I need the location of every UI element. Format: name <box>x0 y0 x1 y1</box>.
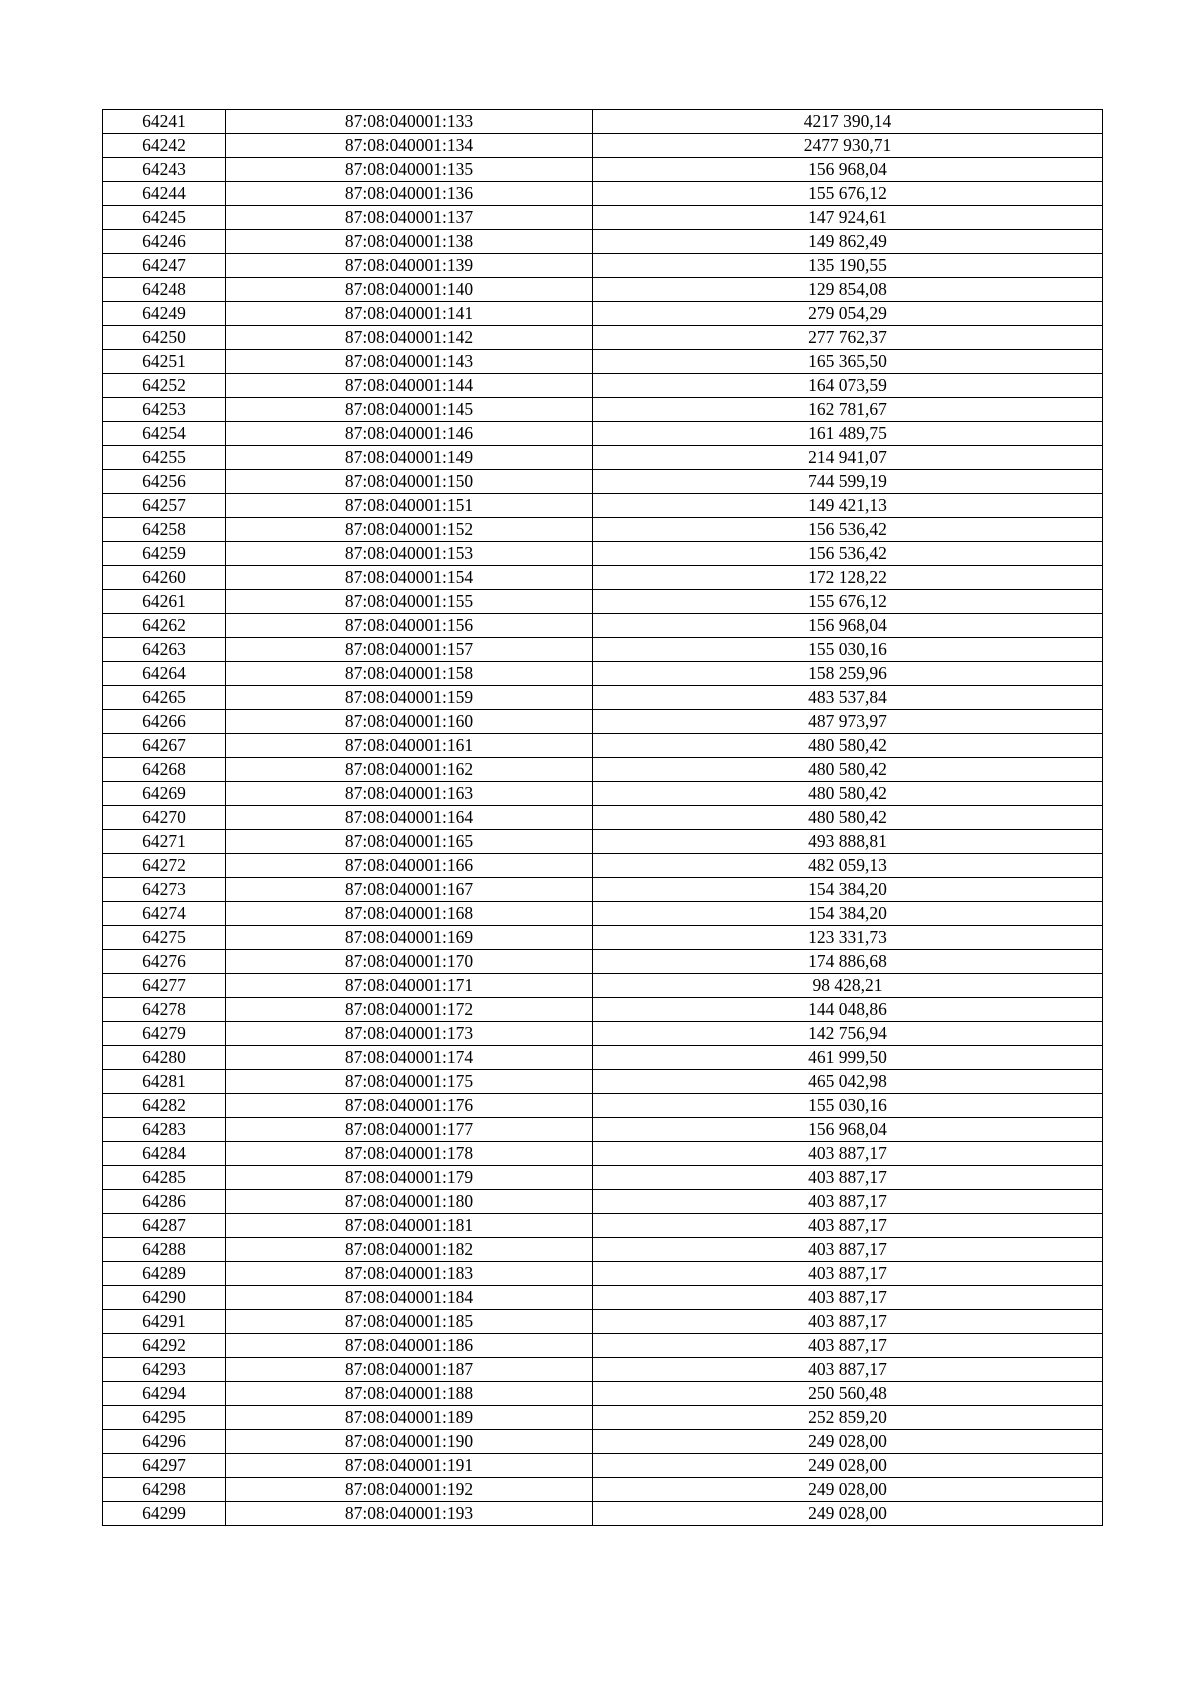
table-row <box>103 1406 1103 1430</box>
value-cell: 249 028,00 <box>593 1430 1103 1454</box>
row-number-cell: 64290 <box>103 1286 226 1310</box>
row-number-cell: 64277 <box>103 974 226 998</box>
cadastral-number-cell: 87:08:040001:152 <box>226 518 593 542</box>
table-row <box>103 974 1103 998</box>
value-cell: 98 428,21 <box>593 974 1103 998</box>
value-cell: 744 599,19 <box>593 470 1103 494</box>
table-row <box>103 326 1103 350</box>
table-row <box>103 278 1103 302</box>
cadastral-number-cell: 87:08:040001:178 <box>226 1142 593 1166</box>
value-cell: 155 676,12 <box>593 182 1103 206</box>
cadastral-number-cell: 87:08:040001:165 <box>226 830 593 854</box>
value-cell: 480 580,42 <box>593 734 1103 758</box>
cadastral-number-cell: 87:08:040001:172 <box>226 998 593 1022</box>
cadastral-number-cell: 87:08:040001:142 <box>226 326 593 350</box>
cadastral-number-cell: 87:08:040001:187 <box>226 1358 593 1382</box>
value-cell: 149 421,13 <box>593 494 1103 518</box>
row-number-cell: 64299 <box>103 1502 226 1526</box>
row-number-cell: 64258 <box>103 518 226 542</box>
cadastral-number-cell: 87:08:040001:146 <box>226 422 593 446</box>
cadastral-number-cell: 87:08:040001:158 <box>226 662 593 686</box>
cadastral-number-cell: 87:08:040001:189 <box>226 1406 593 1430</box>
table-row <box>103 902 1103 926</box>
cadastral-number-cell: 87:08:040001:149 <box>226 446 593 470</box>
table-row <box>103 566 1103 590</box>
table-row <box>103 1430 1103 1454</box>
value-cell: 249 028,00 <box>593 1502 1103 1526</box>
table-row <box>103 1454 1103 1478</box>
table-row <box>103 518 1103 542</box>
value-cell: 165 365,50 <box>593 350 1103 374</box>
row-number-cell: 64288 <box>103 1238 226 1262</box>
cadastral-number-cell: 87:08:040001:179 <box>226 1166 593 1190</box>
row-number-cell: 64244 <box>103 182 226 206</box>
table-row <box>103 998 1103 1022</box>
cadastral-number-cell: 87:08:040001:154 <box>226 566 593 590</box>
row-number-cell: 64243 <box>103 158 226 182</box>
row-number-cell: 64297 <box>103 1454 226 1478</box>
value-cell: 403 887,17 <box>593 1358 1103 1382</box>
value-cell: 156 968,04 <box>593 158 1103 182</box>
table-row <box>103 1190 1103 1214</box>
value-cell: 214 941,07 <box>593 446 1103 470</box>
table-row <box>103 1214 1103 1238</box>
table-row <box>103 158 1103 182</box>
row-number-cell: 64275 <box>103 926 226 950</box>
value-cell: 403 887,17 <box>593 1142 1103 1166</box>
row-number-cell: 64269 <box>103 782 226 806</box>
table-row <box>103 662 1103 686</box>
value-cell: 480 580,42 <box>593 782 1103 806</box>
value-cell: 142 756,94 <box>593 1022 1103 1046</box>
row-number-cell: 64289 <box>103 1262 226 1286</box>
table-row <box>103 806 1103 830</box>
cadastral-number-cell: 87:08:040001:134 <box>226 134 593 158</box>
value-cell: 249 028,00 <box>593 1454 1103 1478</box>
value-cell: 174 886,68 <box>593 950 1103 974</box>
row-number-cell: 64262 <box>103 614 226 638</box>
value-cell: 156 968,04 <box>593 614 1103 638</box>
value-cell: 123 331,73 <box>593 926 1103 950</box>
table-row <box>103 1478 1103 1502</box>
value-cell: 403 887,17 <box>593 1310 1103 1334</box>
table-row <box>103 1166 1103 1190</box>
row-number-cell: 64273 <box>103 878 226 902</box>
cadastral-number-cell: 87:08:040001:174 <box>226 1046 593 1070</box>
row-number-cell: 64282 <box>103 1094 226 1118</box>
table-row <box>103 470 1103 494</box>
cadastral-number-cell: 87:08:040001:155 <box>226 590 593 614</box>
value-cell: 135 190,55 <box>593 254 1103 278</box>
row-number-cell: 64256 <box>103 470 226 494</box>
cadastral-number-cell: 87:08:040001:145 <box>226 398 593 422</box>
row-number-cell: 64241 <box>103 110 226 134</box>
row-number-cell: 64270 <box>103 806 226 830</box>
row-number-cell: 64261 <box>103 590 226 614</box>
value-cell: 155 030,16 <box>593 638 1103 662</box>
value-cell: 482 059,13 <box>593 854 1103 878</box>
data-table <box>102 109 1103 1526</box>
cadastral-number-cell: 87:08:040001:188 <box>226 1382 593 1406</box>
value-cell: 156 536,42 <box>593 542 1103 566</box>
table-row <box>103 134 1103 158</box>
row-number-cell: 64249 <box>103 302 226 326</box>
table-row <box>103 1382 1103 1406</box>
cadastral-number-cell: 87:08:040001:180 <box>226 1190 593 1214</box>
table-row <box>103 782 1103 806</box>
value-cell: 403 887,17 <box>593 1334 1103 1358</box>
value-cell: 149 862,49 <box>593 230 1103 254</box>
row-number-cell: 64254 <box>103 422 226 446</box>
cadastral-number-cell: 87:08:040001:166 <box>226 854 593 878</box>
value-cell: 403 887,17 <box>593 1286 1103 1310</box>
cadastral-number-cell: 87:08:040001:159 <box>226 686 593 710</box>
value-cell: 164 073,59 <box>593 374 1103 398</box>
cadastral-number-cell: 87:08:040001:161 <box>226 734 593 758</box>
table-row <box>103 1358 1103 1382</box>
value-cell: 403 887,17 <box>593 1166 1103 1190</box>
value-cell: 147 924,61 <box>593 206 1103 230</box>
row-number-cell: 64255 <box>103 446 226 470</box>
row-number-cell: 64286 <box>103 1190 226 1214</box>
value-cell: 487 973,97 <box>593 710 1103 734</box>
row-number-cell: 64253 <box>103 398 226 422</box>
cadastral-number-cell: 87:08:040001:190 <box>226 1430 593 1454</box>
value-cell: 403 887,17 <box>593 1190 1103 1214</box>
cadastral-number-cell: 87:08:040001:136 <box>226 182 593 206</box>
cadastral-number-cell: 87:08:040001:163 <box>226 782 593 806</box>
value-cell: 480 580,42 <box>593 806 1103 830</box>
row-number-cell: 64284 <box>103 1142 226 1166</box>
row-number-cell: 64271 <box>103 830 226 854</box>
table-row <box>103 446 1103 470</box>
row-number-cell: 64260 <box>103 566 226 590</box>
cadastral-number-cell: 87:08:040001:162 <box>226 758 593 782</box>
table-row <box>103 302 1103 326</box>
value-cell: 403 887,17 <box>593 1262 1103 1286</box>
cadastral-number-cell: 87:08:040001:150 <box>226 470 593 494</box>
value-cell: 403 887,17 <box>593 1238 1103 1262</box>
value-cell: 144 048,86 <box>593 998 1103 1022</box>
row-number-cell: 64250 <box>103 326 226 350</box>
row-number-cell: 64259 <box>103 542 226 566</box>
table-row <box>103 614 1103 638</box>
row-number-cell: 64274 <box>103 902 226 926</box>
cadastral-number-cell: 87:08:040001:185 <box>226 1310 593 1334</box>
value-cell: 155 676,12 <box>593 590 1103 614</box>
row-number-cell: 64245 <box>103 206 226 230</box>
cadastral-number-cell: 87:08:040001:140 <box>226 278 593 302</box>
cadastral-number-cell: 87:08:040001:175 <box>226 1070 593 1094</box>
row-number-cell: 64257 <box>103 494 226 518</box>
table-row <box>103 638 1103 662</box>
row-number-cell: 64266 <box>103 710 226 734</box>
row-number-cell: 64291 <box>103 1310 226 1334</box>
cadastral-number-cell: 87:08:040001:173 <box>226 1022 593 1046</box>
row-number-cell: 64298 <box>103 1478 226 1502</box>
table-row <box>103 1118 1103 1142</box>
table-row <box>103 110 1103 134</box>
cadastral-number-cell: 87:08:040001:183 <box>226 1262 593 1286</box>
cadastral-number-cell: 87:08:040001:156 <box>226 614 593 638</box>
cadastral-number-cell: 87:08:040001:141 <box>226 302 593 326</box>
value-cell: 252 859,20 <box>593 1406 1103 1430</box>
row-number-cell: 64287 <box>103 1214 226 1238</box>
row-number-cell: 64251 <box>103 350 226 374</box>
value-cell: 4217 390,14 <box>593 110 1103 134</box>
row-number-cell: 64283 <box>103 1118 226 1142</box>
row-number-cell: 64252 <box>103 374 226 398</box>
table-row <box>103 710 1103 734</box>
cadastral-number-cell: 87:08:040001:167 <box>226 878 593 902</box>
value-cell: 154 384,20 <box>593 902 1103 926</box>
cadastral-number-cell: 87:08:040001:170 <box>226 950 593 974</box>
table-row <box>103 206 1103 230</box>
table-row <box>103 734 1103 758</box>
table-row <box>103 398 1103 422</box>
row-number-cell: 64279 <box>103 1022 226 1046</box>
row-number-cell: 64295 <box>103 1406 226 1430</box>
value-cell: 493 888,81 <box>593 830 1103 854</box>
table-row <box>103 1094 1103 1118</box>
row-number-cell: 64293 <box>103 1358 226 1382</box>
table-row <box>103 1262 1103 1286</box>
table-body <box>103 110 1103 1526</box>
value-cell: 172 128,22 <box>593 566 1103 590</box>
value-cell: 480 580,42 <box>593 758 1103 782</box>
row-number-cell: 64296 <box>103 1430 226 1454</box>
row-number-cell: 64278 <box>103 998 226 1022</box>
row-number-cell: 64247 <box>103 254 226 278</box>
value-cell: 2477 930,71 <box>593 134 1103 158</box>
cadastral-number-cell: 87:08:040001:181 <box>226 1214 593 1238</box>
cadastral-number-cell: 87:08:040001:160 <box>226 710 593 734</box>
cadastral-number-cell: 87:08:040001:137 <box>226 206 593 230</box>
cadastral-number-cell: 87:08:040001:192 <box>226 1478 593 1502</box>
cadastral-number-cell: 87:08:040001:168 <box>226 902 593 926</box>
table-row <box>103 1334 1103 1358</box>
table-row <box>103 1310 1103 1334</box>
table-row <box>103 878 1103 902</box>
cadastral-number-cell: 87:08:040001:164 <box>226 806 593 830</box>
row-number-cell: 64281 <box>103 1070 226 1094</box>
value-cell: 162 781,67 <box>593 398 1103 422</box>
value-cell: 249 028,00 <box>593 1478 1103 1502</box>
row-number-cell: 64272 <box>103 854 226 878</box>
table-row <box>103 1142 1103 1166</box>
value-cell: 461 999,50 <box>593 1046 1103 1070</box>
value-cell: 156 536,42 <box>593 518 1103 542</box>
table-row <box>103 422 1103 446</box>
value-cell: 279 054,29 <box>593 302 1103 326</box>
cadastral-number-cell: 87:08:040001:143 <box>226 350 593 374</box>
value-cell: 483 537,84 <box>593 686 1103 710</box>
value-cell: 465 042,98 <box>593 1070 1103 1094</box>
value-cell: 156 968,04 <box>593 1118 1103 1142</box>
cadastral-number-cell: 87:08:040001:177 <box>226 1118 593 1142</box>
value-cell: 250 560,48 <box>593 1382 1103 1406</box>
table-row <box>103 182 1103 206</box>
row-number-cell: 64280 <box>103 1046 226 1070</box>
row-number-cell: 64267 <box>103 734 226 758</box>
table-row <box>103 686 1103 710</box>
cadastral-number-cell: 87:08:040001:182 <box>226 1238 593 1262</box>
table-row <box>103 1238 1103 1262</box>
row-number-cell: 64285 <box>103 1166 226 1190</box>
row-number-cell: 64264 <box>103 662 226 686</box>
row-number-cell: 64246 <box>103 230 226 254</box>
cadastral-number-cell: 87:08:040001:176 <box>226 1094 593 1118</box>
value-cell: 158 259,96 <box>593 662 1103 686</box>
row-number-cell: 64263 <box>103 638 226 662</box>
cadastral-number-cell: 87:08:040001:151 <box>226 494 593 518</box>
cadastral-number-cell: 87:08:040001:135 <box>226 158 593 182</box>
cadastral-number-cell: 87:08:040001:184 <box>226 1286 593 1310</box>
cadastral-number-cell: 87:08:040001:157 <box>226 638 593 662</box>
cadastral-number-cell: 87:08:040001:153 <box>226 542 593 566</box>
table-row <box>103 1286 1103 1310</box>
cadastral-number-cell: 87:08:040001:139 <box>226 254 593 278</box>
table-row <box>103 1502 1103 1526</box>
cadastral-number-cell: 87:08:040001:193 <box>226 1502 593 1526</box>
cadastral-number-cell: 87:08:040001:133 <box>226 110 593 134</box>
value-cell: 154 384,20 <box>593 878 1103 902</box>
row-number-cell: 64294 <box>103 1382 226 1406</box>
table-row <box>103 230 1103 254</box>
row-number-cell: 64265 <box>103 686 226 710</box>
table-row <box>103 590 1103 614</box>
row-number-cell: 64268 <box>103 758 226 782</box>
value-cell: 161 489,75 <box>593 422 1103 446</box>
cadastral-number-cell: 87:08:040001:169 <box>226 926 593 950</box>
row-number-cell: 64248 <box>103 278 226 302</box>
table-row <box>103 926 1103 950</box>
cadastral-number-cell: 87:08:040001:144 <box>226 374 593 398</box>
table-row <box>103 758 1103 782</box>
table-row <box>103 254 1103 278</box>
table-row <box>103 1046 1103 1070</box>
cadastral-number-cell: 87:08:040001:186 <box>226 1334 593 1358</box>
table-row <box>103 950 1103 974</box>
row-number-cell: 64242 <box>103 134 226 158</box>
table-row <box>103 854 1103 878</box>
row-number-cell: 64292 <box>103 1334 226 1358</box>
table-row <box>103 830 1103 854</box>
cadastral-number-cell: 87:08:040001:191 <box>226 1454 593 1478</box>
table-row <box>103 374 1103 398</box>
value-cell: 155 030,16 <box>593 1094 1103 1118</box>
value-cell: 277 762,37 <box>593 326 1103 350</box>
cadastral-number-cell: 87:08:040001:138 <box>226 230 593 254</box>
cadastral-number-cell: 87:08:040001:171 <box>226 974 593 998</box>
table-row <box>103 1070 1103 1094</box>
table-row <box>103 542 1103 566</box>
row-number-cell: 64276 <box>103 950 226 974</box>
value-cell: 129 854,08 <box>593 278 1103 302</box>
table-row <box>103 1022 1103 1046</box>
value-cell: 403 887,17 <box>593 1214 1103 1238</box>
table-row <box>103 350 1103 374</box>
table-row <box>103 494 1103 518</box>
